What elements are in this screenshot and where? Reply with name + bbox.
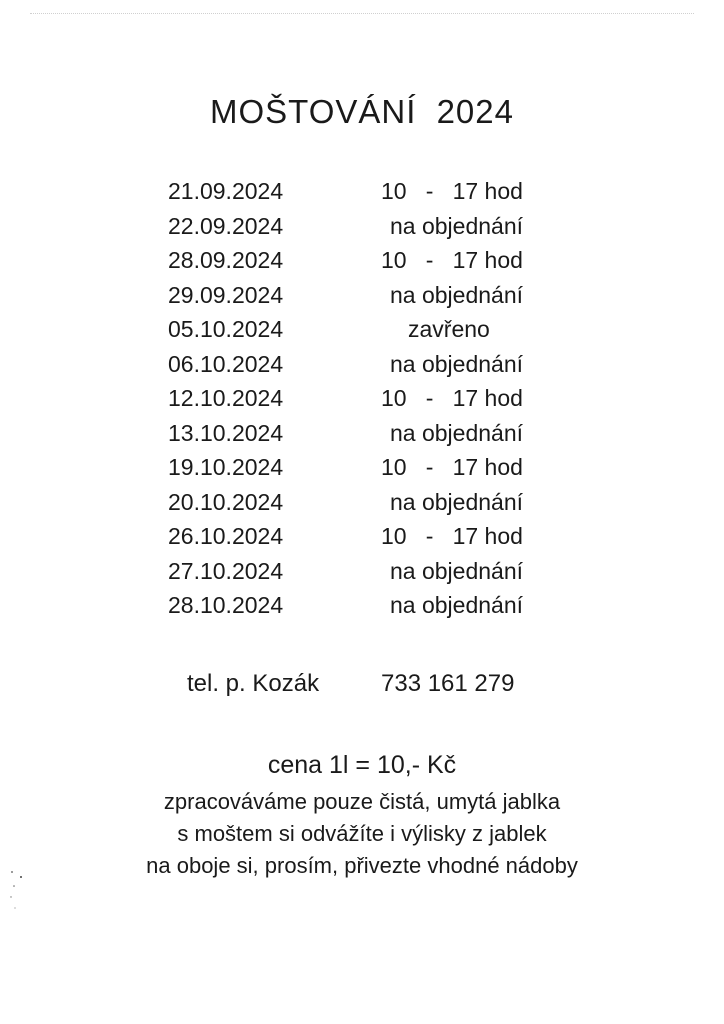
scan-specks — [8, 866, 28, 916]
schedule-by-appointment: na objednání — [390, 212, 524, 239]
schedule-row — [0, 279, 724, 314]
schedule-date: 13.10.2024 — [168, 419, 284, 446]
schedule-by-appointment: na objednání — [390, 281, 524, 308]
schedule-row — [0, 555, 724, 590]
contact-phone: 733 161 279 — [381, 670, 515, 697]
schedule-date: 26.10.2024 — [168, 523, 284, 549]
schedule-row — [0, 520, 724, 555]
schedule-hours: 10 - 17 hod — [381, 454, 523, 480]
schedule-by-appointment: na objednání — [390, 350, 524, 377]
contact-label: tel. p. Kozák — [187, 670, 320, 697]
schedule-hours: 10 - 17 hod — [381, 247, 523, 273]
schedule-date: 20.10.2024 — [168, 488, 284, 515]
schedule-hours: 10 - 17 hod — [381, 523, 523, 549]
note-line-containers: na oboje si, prosím, přivezte vhodné nádoby — [146, 853, 578, 878]
scan-edge-line — [30, 13, 694, 14]
page-title: MOŠTOVÁNÍ 2024 — [209, 93, 514, 130]
schedule-hours: 10 - 17 hod — [381, 178, 523, 204]
note-line-pomace: s moštem si odvážíte i výlisky z jablek — [177, 821, 547, 846]
schedule-date: 19.10.2024 — [168, 454, 284, 480]
schedule-date: 05.10.2024 — [168, 316, 284, 342]
price-line: cena 1l = 10,- Kč — [267, 751, 457, 779]
schedule-by-appointment: na objednání — [390, 557, 524, 584]
schedule-row — [0, 313, 724, 348]
schedule-date: 29.09.2024 — [168, 281, 284, 308]
schedule-row — [0, 417, 724, 452]
schedule-row — [0, 348, 724, 383]
schedule-row — [0, 210, 724, 245]
schedule-row — [0, 451, 724, 486]
schedule-date: 27.10.2024 — [168, 557, 284, 584]
schedule-hours: 10 - 17 hod — [381, 385, 523, 411]
schedule-date: 12.10.2024 — [168, 385, 284, 411]
schedule-date: 22.09.2024 — [168, 212, 284, 239]
schedule-row — [0, 589, 724, 624]
schedule-date: 06.10.2024 — [168, 350, 284, 377]
schedule-date: 28.10.2024 — [168, 592, 284, 618]
schedule-list — [0, 175, 724, 624]
schedule-row — [0, 175, 724, 210]
schedule-date: 21.09.2024 — [168, 178, 284, 204]
schedule-row — [0, 244, 724, 279]
schedule-date: 28.09.2024 — [168, 247, 284, 273]
schedule-by-appointment: na objednání — [390, 488, 524, 515]
schedule-row — [0, 486, 724, 521]
schedule-closed: zavřeno — [408, 316, 490, 342]
schedule-by-appointment: na objednání — [390, 419, 524, 446]
schedule-row — [0, 382, 724, 417]
schedule-by-appointment: na objednání — [390, 592, 524, 618]
note-line-clean-apples: zpracováváme pouze čistá, umytá jablka — [163, 789, 561, 814]
